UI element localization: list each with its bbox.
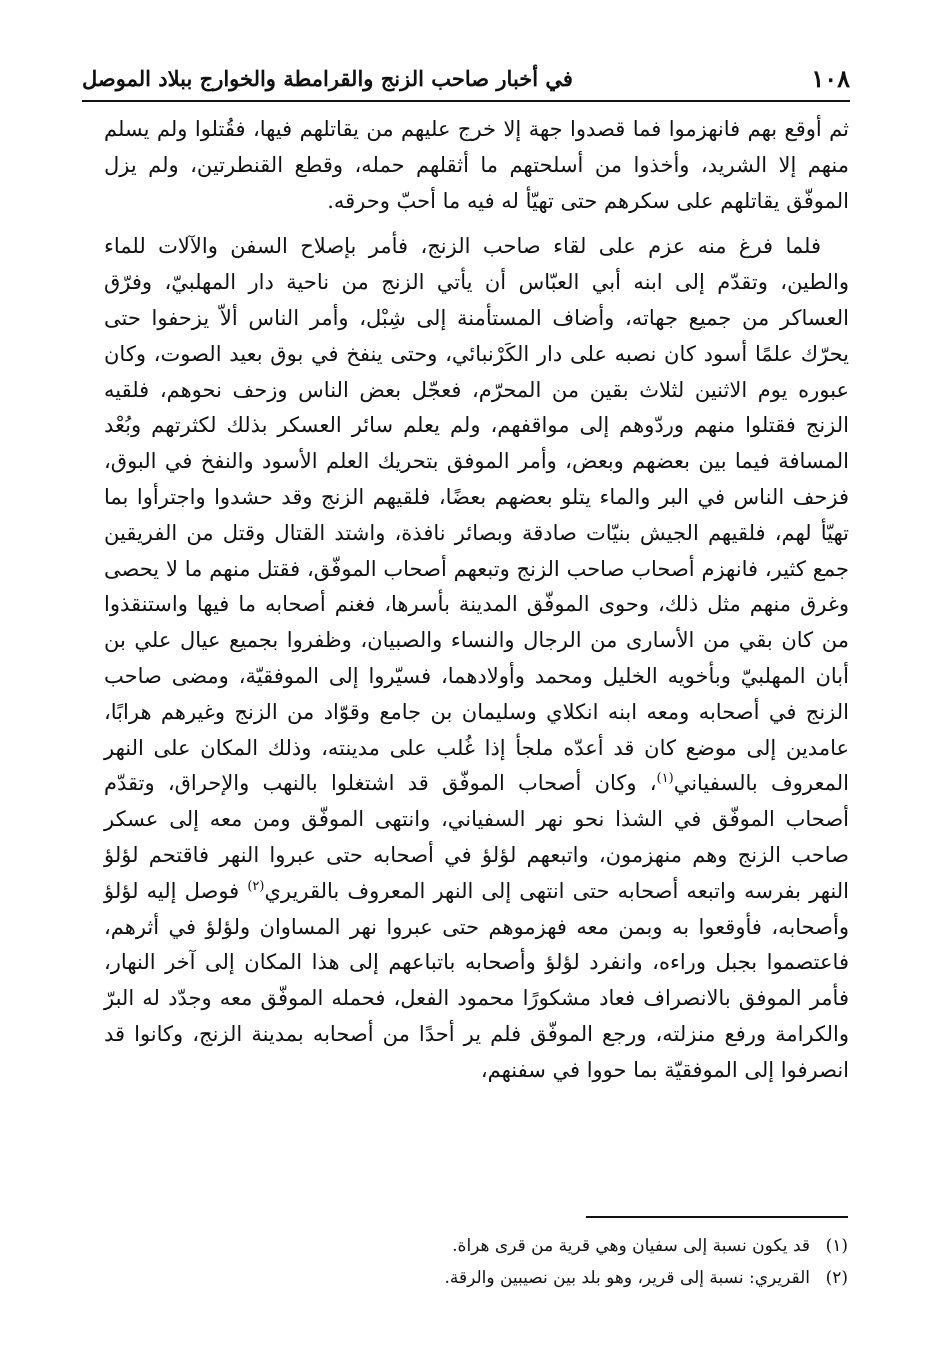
running-title: في أخبار صاحب الزنج والقرامطة والخوارج ببلاد الموصل xyxy=(82,66,573,91)
header-rule xyxy=(82,100,850,102)
footnote-2 xyxy=(300,1262,848,1294)
paragraph-2-text-part-3: فوصل إليه لؤلؤ وأصحابه، فأوقعوا به وبمن معه فهزموهم حتى عبروا نهر المساوان ولؤلؤ في أثرهم، فاعتصموا بجبل وراءه، وانفرد لؤلؤ وأصحابه باتباعهم إلى هذا المكان إلى آخر النهار، فأمر الموفق بالانصراف فعاد مشكورًا محمود الفعل، فحمله الموفّق معه وجدّد له البرّ والكرامة ورفع منزلته، ورجع الموفّق فلم ير أحدًا من أصحابه بمدينة الزنج، وكانوا قد انصرفوا إلى الموفقيّة بما حووا في سفنهم، xyxy=(104,878,849,1082)
paragraph-2-text-part-1: فلما فرغ منه عزم على لقاء صاحب الزنج، فأمر بإصلاح السفن والآلات للماء والطين، وتقدّم إلى ابنه أبي العبّاس أن يأتي الزنج من ناحية دار المهلبيّ، وفرّق العساكر من جميع جهاته، وأضاف المستأمنة إلى شِبْل، وأمر الناس ألاّ يزحفوا حتى يحرّك علمًا أسود كان نصبه على دار الكَرْنبائي، وحتى ينفخ في بوق بعيد الصوت، وكان عبوره يوم الاثنين لثلاث بقين من المحرّم، فعجّل بعض الناس وزحف نحوهم، فلقيه الزنج فقتلوا منهم وردّوهم إلى مواقفهم، ولم يعلم سائر العسكر بذلك لكثرتهم وبُعْد المسافة فيما بين بعضهم وبعض، وأمر الموفق بتحريك العلم الأسود والنفخ في البوق، فزحف الناس في البر والماء يتلو بعضهم بعضًا، فلقيهم الزنج وقد حشدوا واجترأوا بما تهيّأ لهم، فلقيهم الجيش بنيّات صادقة وبصائر نافذة، واشتد القتال وقتل من الفريقين جمع كثير، فانهزم أصحاب صاحب الزنج وتبعهم أصحاب الموفّق، فقتل منهم ما لا يحصى وغرق منهم مثل ذلك، وحوى الموفّق المدينة بأسرها، فغنم أصحابه ما فيها واستنقذوا من كان بقي من الأسارى من الرجال والنساء والصبيان، وظفروا بجميع عيال علي بن أبان المهلبيّ وبأخويه الخليل ومحمد وأولادهما، فسيّروا إلى الموفقيّة، ومضى صاحب الزنج في أصحابه ومعه ابنه انكلاي وسليمان بن جامع وقوّاد من الزنج وغيرهم هرابًا، عامدين إلى موضع كان قد أعدّه ملجأ إذا غُلب على مدينته، وذلك المكان على النهر المعروف بالسفياني xyxy=(104,234,850,796)
footnote-marker-1: (١) xyxy=(656,771,674,787)
main-text xyxy=(104,112,849,1099)
footnotes xyxy=(300,1230,848,1294)
page-number: ١٠٨ xyxy=(811,64,850,93)
footnote-2-text: القريري: نسبة إلى قرير، وهو بلد بين نصيبين والرقة. xyxy=(444,1268,810,1288)
paragraph-1-text: ثم أوقع بهم فانهزموا فما قصدوا جهة إلا خرج عليهم من يقاتلهم فيها، فقُتلوا ولم يسلم منهم إلا الشريد، وأخذوا من أسلحتهم ما أثقلهم حمله، وقطع القنطرتين، ولم يزل الموفّق يقاتلهم على سكرهم حتى تهيّأ له فيه ما أحبّ وحرقه. xyxy=(104,117,849,213)
paragraph-2 xyxy=(104,229,849,1088)
footnote-1-text: قد يكون نسبة إلى سفيان وهي قرية من قرى هراة. xyxy=(452,1236,810,1256)
paragraph-1 xyxy=(104,112,849,219)
page-header xyxy=(82,62,850,100)
footnote-1 xyxy=(300,1230,848,1262)
footnote-separator xyxy=(586,1216,848,1218)
footnote-2-number: (٢) xyxy=(825,1268,848,1288)
footnote-1-number: (١) xyxy=(825,1236,848,1256)
footnote-marker-2: (٢) xyxy=(247,878,265,894)
paragraph-2-text-part-2: ، وكان أصحاب الموفّق قد اشتغلوا بالنهب والإحراق، وتقدّم أصحاب الموفّق في الشذا نحو نهر السفياني، وانتهى الموفّق ومن معه إلى عسكر صاحب الزنج وهم منهزمون، واتبعهم لؤلؤ في أصحابه حتى عبروا النهر فاقتحم لؤلؤ النهر بفرسه واتبعه أصحابه حتى انتهى إلى النهر المعروف بالقريري xyxy=(104,771,849,903)
